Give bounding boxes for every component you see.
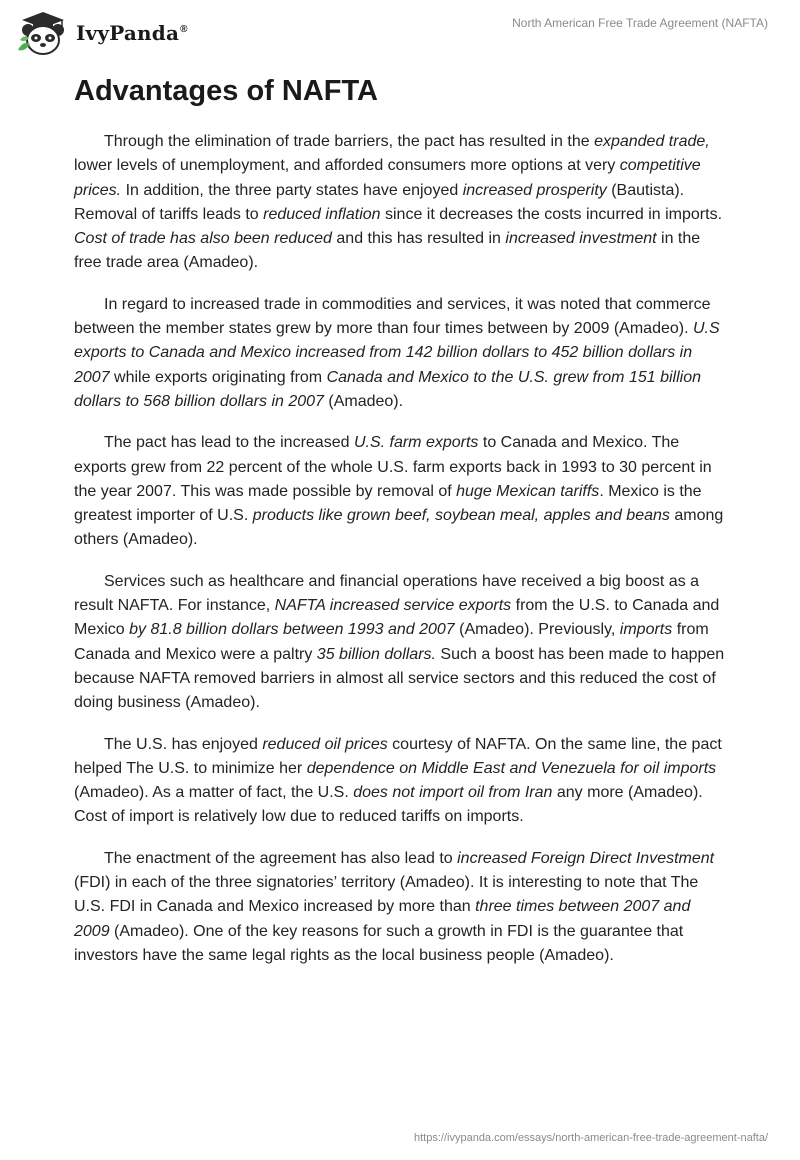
emphasis-text: by 81.8 billion dollars between 1993 and 2007 xyxy=(129,621,455,639)
body-text: among others (Amadeo). xyxy=(74,507,724,549)
body-text: Services such as healthcare and financial operations have received a big boost as a result NAFTA. For instance, xyxy=(74,572,700,615)
body-text: Such a boost has been made to happen because NAFTA removed barriers in almost all service sectors and this reduced the cost of doing business (Amadeo). xyxy=(74,645,725,712)
emphasis-text: does not import oil from Iran xyxy=(353,784,553,802)
body-text: to Canada and Mexico. The exports grew from 22 percent of the whole U.S. farm exports back in 1993 to 30 percent in the year 2007. This was made possible by removal of xyxy=(74,434,712,500)
document-title: North American Free Trade Agreement (NAFTA) xyxy=(512,16,768,30)
emphasis-text: three times between 2007 and 2009 xyxy=(74,898,691,940)
body-text: and this has resulted in xyxy=(331,230,506,248)
paragraph xyxy=(74,293,726,414)
panda-graduate-icon xyxy=(14,10,72,56)
body-text: lower levels of unemployment, and afforded consumers more options at very xyxy=(74,157,620,175)
body-text: Through the elimination of trade barriers, the pact has resulted in the xyxy=(104,133,595,150)
section-heading: Advantages of NAFTA xyxy=(74,75,378,107)
paragraph xyxy=(74,847,726,968)
body-text: in the free trade area (Amadeo). xyxy=(74,230,701,272)
body-text: (FDI) in each of the three signatories’ territory (Amadeo). It is interesting to note that The U.S. FDI in Canada and Mexico increased by more than xyxy=(74,874,699,916)
body-text: (Amadeo). One of the key reasons for such a growth in FDI is the guarantee that investors have the same legal rights as the local business people (Amadeo). xyxy=(74,922,684,964)
brand-name: IvyPanda® xyxy=(76,21,188,45)
body-text: The enactment of the agreement has also lead to xyxy=(104,849,458,867)
paragraph xyxy=(74,130,726,276)
body-text: while exports originating from xyxy=(109,368,327,386)
emphasis-text: increased prosperity xyxy=(462,181,607,199)
body-text: The U.S. has enjoyed xyxy=(104,735,263,753)
paragraph xyxy=(74,570,726,716)
body-text: In regard to increased trade in commodities and services, it was noted that commerce between the member states grew by more than four times between by 2009 (Amadeo). xyxy=(74,295,711,338)
body-text: courtesy of NAFTA. On the same line, the pact helped The U.S. to minimize her xyxy=(74,735,722,777)
body-text: The pact has lead to the increased xyxy=(104,434,354,452)
body-text: from the U.S. to Canada and Mexico xyxy=(74,597,720,639)
source-url[interactable]: https://ivypanda.com/essays/north-american-free-trade-agreement-nafta/ xyxy=(414,1132,768,1144)
registered-mark: ® xyxy=(180,24,188,36)
emphasis-text: NAFTA increased service exports xyxy=(274,597,512,615)
emphasis-text: increased Foreign Direct Investment xyxy=(457,849,715,867)
body-text: (Amadeo). Previously, xyxy=(454,621,620,639)
emphasis-text: dependence on Middle East and Venezuela for oil imports xyxy=(306,759,717,777)
body-text: since it decreases the costs incurred in imports. xyxy=(380,205,723,223)
emphasis-text: products like grown beef, soybean meal, apples and beans xyxy=(252,507,670,525)
brand-logo[interactable] xyxy=(14,10,188,56)
emphasis-text: increased investment xyxy=(505,230,657,248)
emphasis-text: expanded trade, xyxy=(594,133,710,150)
emphasis-text: imports xyxy=(619,621,673,639)
paragraph xyxy=(74,733,726,830)
emphasis-text: U.S. farm exports xyxy=(353,434,479,452)
body-text: (Amadeo). As a matter of fact, the U.S. xyxy=(74,784,354,802)
body-text: In addition, the three party states have enjoyed xyxy=(121,181,463,199)
article-body xyxy=(74,72,726,985)
body-text: . Mexico is the greatest importer of U.S. xyxy=(74,482,702,525)
body-text: (Bautista). Removal of tariffs leads to xyxy=(74,181,685,223)
emphasis-text: 35 billion dollars. xyxy=(316,645,436,663)
page-header xyxy=(0,0,800,70)
body-text: any more (Amadeo). Cost of import is relatively low due to reduced tariffs on imports. xyxy=(74,784,703,826)
emphasis-text: U.S exports to Canada and Mexico increased from 142 billion dollars to 452 billion dollars in 2007 xyxy=(74,320,720,386)
emphasis-text: reduced inflation xyxy=(263,205,381,223)
emphasis-text: Canada and Mexico to the U.S. grew from 151 billion dollars to 568 billion dollars in 2007 xyxy=(74,368,701,410)
emphasis-text: huge Mexican tariffs xyxy=(456,482,600,500)
emphasis-text: competitive prices. xyxy=(74,157,701,199)
body-text: from Canada and Mexico were a paltry xyxy=(74,621,709,663)
emphasis-text: Cost of trade has also been reduced xyxy=(74,230,332,248)
paragraph xyxy=(74,431,726,552)
paragraph-list xyxy=(74,130,726,968)
body-text: (Amadeo). xyxy=(323,392,404,410)
emphasis-text: reduced oil prices xyxy=(262,735,388,753)
